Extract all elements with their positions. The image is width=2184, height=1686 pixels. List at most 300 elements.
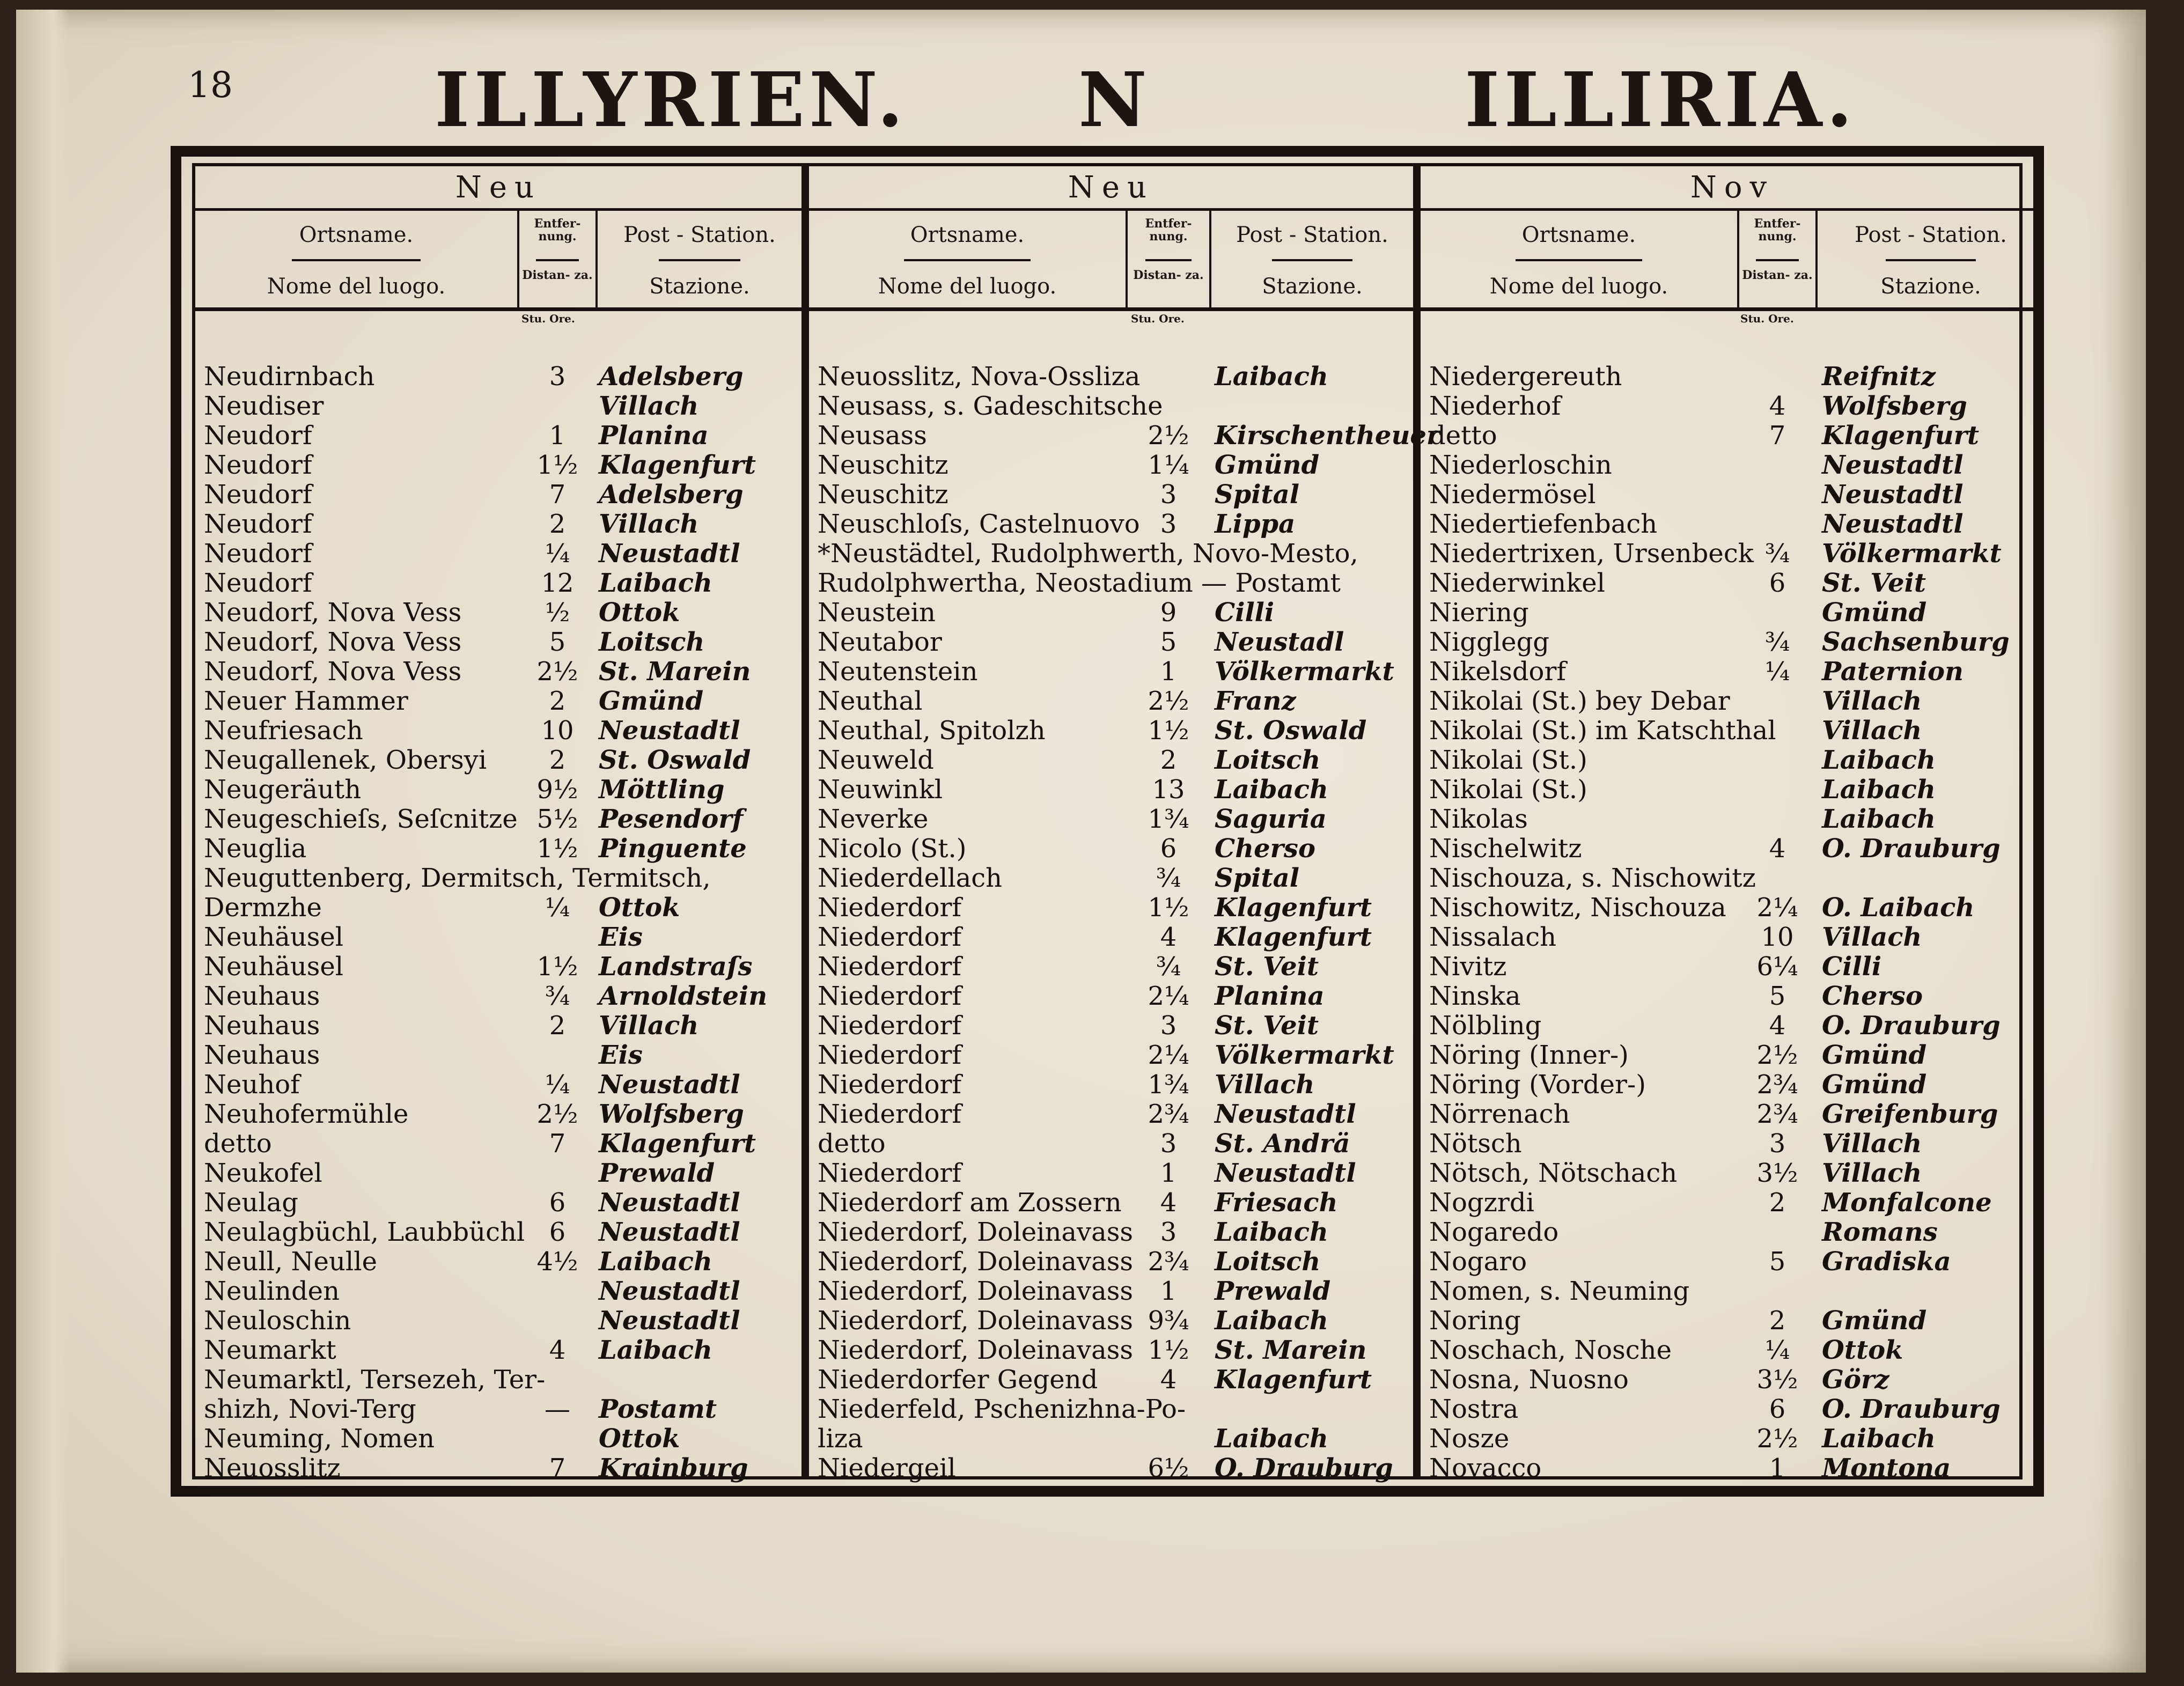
- name-header: [1421, 211, 1737, 307]
- station-header-it: Stazione.: [1880, 274, 1981, 299]
- table-row: [809, 1159, 1413, 1188]
- distance-value: 2: [1160, 745, 1177, 775]
- post-station: Gmünd: [1822, 598, 1927, 628]
- post-station: Neustadtl: [599, 1306, 740, 1336]
- table-row: [1421, 864, 2044, 893]
- distance-header-it: Distan- za.: [1133, 268, 1204, 282]
- place-name: Neudirnbach: [204, 362, 375, 392]
- section-letter: N: [1078, 56, 1151, 144]
- post-station: Neustadtl: [599, 1276, 740, 1306]
- table-row: [195, 1188, 801, 1218]
- post-station: Gmünd: [599, 686, 704, 716]
- table-row: [809, 480, 1413, 510]
- distance-value: ¾: [1764, 627, 1790, 657]
- place-name: Nikolai (St.): [1429, 775, 1587, 805]
- place-name: Nörrenach: [1429, 1099, 1570, 1129]
- distance-value: 2¾: [1756, 1070, 1798, 1100]
- post-station: Laibach: [599, 568, 712, 598]
- distance-value: 10: [541, 716, 574, 746]
- place-name: Neuhäusel: [204, 952, 344, 982]
- table-row: [1421, 392, 2044, 421]
- place-name: Neuthal: [818, 686, 923, 716]
- table-row: [809, 834, 1413, 864]
- distance-value: ¾: [1156, 952, 1181, 982]
- table-row: [809, 1247, 1413, 1277]
- distance-value: 4: [549, 1335, 566, 1365]
- place-name: Neudorf: [204, 450, 312, 480]
- table-row: [1421, 1454, 2044, 1483]
- distance-value: 4: [1160, 922, 1177, 952]
- post-station: Saguria: [1215, 804, 1327, 834]
- post-station: Villach: [1822, 922, 1922, 952]
- place-name: Nötsch: [1429, 1129, 1522, 1159]
- place-name: Neuosslitz: [204, 1453, 341, 1483]
- post-station: Wolfsberg: [1822, 391, 1967, 421]
- post-station: Gmünd: [1822, 1070, 1927, 1100]
- post-station: Laibach: [1822, 745, 1936, 775]
- post-station: Gradiska: [1822, 1247, 1951, 1277]
- post-station: Neustadtl: [599, 539, 740, 569]
- name-header-de: Ortsname.: [910, 223, 1025, 247]
- post-station: St. Oswald: [1215, 716, 1367, 746]
- post-station: Klagenfurt: [1215, 1365, 1372, 1395]
- place-name: Niederdorf, Doleinavass: [818, 1306, 1133, 1336]
- station-header-it: Stazione.: [649, 274, 750, 299]
- distance-value: 6½: [1148, 1453, 1189, 1483]
- name-header: [809, 211, 1126, 307]
- place-name: Niederdorf: [818, 952, 962, 982]
- post-station: Laibach: [1215, 1306, 1328, 1336]
- place-name: Neusass, s. Gadeschitsche: [818, 391, 1163, 421]
- distance-value: 1½: [1148, 1335, 1189, 1365]
- post-station: O. Drauburg: [1215, 1453, 1393, 1483]
- place-name: Nikolai (St.): [1429, 745, 1587, 775]
- place-name: detto: [818, 1129, 886, 1159]
- distance-value: 9: [1160, 598, 1177, 628]
- distance-value: 2½: [536, 657, 578, 687]
- post-station: Klagenfurt: [1822, 421, 1980, 451]
- place-name: Niederdorf, Doleinavass: [818, 1217, 1133, 1247]
- table-row: [1421, 834, 2044, 864]
- post-station: Loitsch: [1215, 1247, 1321, 1277]
- post-station: St. Marein: [1215, 1335, 1367, 1365]
- distance-value: ¼: [545, 893, 570, 923]
- place-name: Nostra: [1429, 1394, 1519, 1424]
- table-row: [809, 864, 1413, 893]
- place-name: Nosna, Nuosno: [1429, 1365, 1629, 1395]
- place-name: liza: [818, 1424, 863, 1454]
- distance-value: 4: [1769, 834, 1786, 864]
- place-name: Nissalach: [1429, 922, 1556, 952]
- post-station: Laibach: [1215, 1217, 1328, 1247]
- place-name: Niederdorf: [818, 922, 962, 952]
- distance-value: 9¾: [1148, 1306, 1189, 1336]
- place-name: Niering: [1429, 598, 1529, 628]
- place-name: Niederdorf: [818, 1099, 962, 1129]
- distance-value: 4: [1769, 1011, 1786, 1041]
- place-name: Neudorf: [204, 421, 312, 451]
- distance-value: ¼: [1764, 657, 1790, 687]
- place-name: Niederdorf, Doleinavass: [818, 1276, 1133, 1306]
- post-station: Villach: [599, 1011, 699, 1041]
- place-name: Nötsch, Nötschach: [1429, 1158, 1678, 1188]
- table-row: [1421, 1100, 2044, 1129]
- table-row: [1421, 1159, 2044, 1188]
- place-name: Neudorf: [204, 480, 312, 510]
- post-station: Paternion: [1822, 657, 1964, 687]
- table-row: [1421, 1336, 2044, 1365]
- post-station: Völkermarkt: [1215, 1040, 1394, 1070]
- post-station: Prewald: [599, 1158, 715, 1188]
- table-row: [809, 746, 1413, 775]
- distance-value: 2: [549, 1011, 566, 1041]
- table-row: [1421, 569, 2044, 598]
- table-row: [1421, 805, 2044, 834]
- table-row: [809, 628, 1413, 657]
- table-column-3: [1413, 166, 2044, 1483]
- post-station: Laibach: [1215, 775, 1328, 805]
- distance-value: 2¼: [1756, 893, 1798, 923]
- header-rule: [659, 259, 740, 261]
- post-station: Romans: [1822, 1217, 1938, 1247]
- distance-value: 4: [1160, 1365, 1177, 1395]
- distance-value: 2: [549, 509, 566, 539]
- post-station: Wolfsberg: [599, 1099, 744, 1129]
- table-row: [809, 421, 1440, 451]
- distance-value: 7: [549, 1129, 566, 1159]
- table-row: [195, 480, 801, 510]
- distance-value: ¾: [545, 981, 570, 1011]
- post-station: Villach: [1822, 1158, 1922, 1188]
- place-name: Nöring (Inner-): [1429, 1040, 1629, 1070]
- distance-value: 2¼: [1148, 981, 1189, 1011]
- post-station: St. Andrä: [1215, 1129, 1350, 1159]
- place-name: Neuschitz: [818, 450, 948, 480]
- table-row: [809, 1070, 1413, 1100]
- place-name: Niederloschin: [1429, 450, 1612, 480]
- distance-value: 3½: [1756, 1158, 1798, 1188]
- distance-value: 1½: [1148, 716, 1189, 746]
- post-station: Laibach: [599, 1335, 712, 1365]
- post-station: Neustadtl: [599, 1070, 740, 1100]
- place-name: Nogaro: [1429, 1247, 1527, 1277]
- table-row: [1421, 923, 2044, 952]
- place-name: Niederdorf am Zossern: [818, 1188, 1122, 1218]
- distance-value: 5: [549, 627, 566, 657]
- name-header-de: Ortsname.: [299, 223, 414, 247]
- post-station: Cherso: [1822, 981, 1923, 1011]
- distance-value: 2: [1769, 1306, 1786, 1336]
- distance-header-it: Distan- za.: [522, 268, 593, 282]
- table-row: [195, 1306, 801, 1336]
- table-row: [195, 451, 801, 480]
- place-name: Neverke: [818, 804, 929, 834]
- place-name: Niederdellach: [818, 863, 1003, 893]
- distance-value: 2: [549, 745, 566, 775]
- table-row: [1421, 1011, 2044, 1041]
- header-rule: [904, 259, 1031, 261]
- distance-header: [517, 211, 598, 307]
- place-name: Novacco: [1429, 1453, 1542, 1483]
- column-letter-header: Neu: [195, 166, 801, 211]
- station-header: [598, 211, 801, 307]
- table-row: [195, 1336, 801, 1365]
- distance-value: 3: [1160, 1011, 1177, 1041]
- post-station: O. Drauburg: [1822, 834, 2001, 864]
- place-name: Rudolphwertha, Neostadium — Postamt: [818, 568, 1341, 598]
- name-header-it: Nome del luogo.: [267, 274, 446, 299]
- place-name: *Neustädtel, Rudolphwerth, Novo-Mesto,: [818, 539, 1358, 569]
- table-row: [809, 982, 1413, 1011]
- distance-value: 5: [1769, 1247, 1786, 1277]
- distance-value: 1½: [536, 450, 578, 480]
- table-row: [195, 805, 801, 834]
- post-station: Pesendorf: [599, 804, 744, 834]
- title-italian: ILLIRIA.: [1465, 56, 1857, 144]
- table-row: [195, 1454, 801, 1483]
- table-row: [1421, 716, 2044, 746]
- place-name: Neuglia: [204, 834, 307, 864]
- place-name: Neuweld: [818, 745, 934, 775]
- table-row: [1421, 1365, 2044, 1395]
- distance-value: 1¾: [1148, 1070, 1189, 1100]
- table-row: [1421, 982, 2044, 1011]
- table-row: [195, 539, 801, 569]
- post-station: Franz: [1215, 686, 1296, 716]
- distance-value: 1¼: [1148, 450, 1189, 480]
- entry-list: [1421, 362, 2044, 1483]
- table-row: [1421, 480, 2044, 510]
- table-row: [809, 1218, 1413, 1247]
- table-row: [195, 510, 801, 539]
- place-name: Neumarkt: [204, 1335, 336, 1365]
- place-name: Neugeschieſs, Seſcnitze: [204, 804, 518, 834]
- place-name: Neugallenek, Obersyi: [204, 745, 487, 775]
- distance-value: ¼: [1764, 1335, 1790, 1365]
- post-station: Neustadtl: [599, 1188, 740, 1218]
- table-column-1: [195, 166, 801, 1483]
- table-row: [1421, 1247, 2044, 1277]
- table-row: [1421, 657, 2044, 687]
- distance-value: 4: [1160, 1188, 1177, 1218]
- name-header-de: Ortsname.: [1521, 223, 1636, 247]
- place-name: Niederdorf: [818, 1040, 962, 1070]
- distance-value: ¾: [1764, 539, 1790, 569]
- table-row: [1421, 893, 2044, 923]
- header-rule: [1886, 259, 1976, 261]
- distance-value: 1¾: [1148, 804, 1189, 834]
- unit-label: Stu. Ore.: [521, 312, 575, 325]
- distance-value: —: [545, 1394, 570, 1424]
- table-row: [195, 1041, 801, 1070]
- place-name: detto: [204, 1129, 272, 1159]
- distance-value: 2: [549, 686, 566, 716]
- table-row: [809, 805, 1413, 834]
- table-row: [1421, 952, 2044, 982]
- post-station: Montona: [1822, 1453, 1951, 1483]
- post-station: Spital: [1215, 480, 1299, 510]
- place-name: Neutenstein: [818, 657, 978, 687]
- distance-value: 1½: [536, 952, 578, 982]
- table-row: [809, 1454, 1413, 1483]
- place-name: Nischelwitz: [1429, 834, 1582, 864]
- distance-value: 2¾: [1756, 1099, 1798, 1129]
- table-row: [1421, 687, 2044, 716]
- post-station: Postamt: [599, 1394, 717, 1424]
- distance-value: 3: [1160, 480, 1177, 510]
- distance-value: 2½: [1148, 686, 1189, 716]
- post-station: Villach: [1822, 1129, 1922, 1159]
- post-station: St. Veit: [1822, 568, 1926, 598]
- table-row: [195, 657, 801, 687]
- post-station: Arnoldstein: [599, 981, 768, 1011]
- table-row: [809, 1129, 1413, 1159]
- table-row: [1421, 510, 2044, 539]
- distance-value: 10: [1761, 922, 1794, 952]
- post-station: Kirschentheuer: [1215, 421, 1440, 451]
- post-station: Klagenfurt: [599, 450, 756, 480]
- distance-header-de: Entfer- nung.: [1754, 217, 1801, 244]
- distance-value: 3: [1160, 1217, 1177, 1247]
- place-name: Neugeräuth: [204, 775, 362, 805]
- place-name: Neuming, Nomen: [204, 1424, 435, 1454]
- table-row: [1421, 1188, 2044, 1218]
- post-station: Krainburg: [599, 1453, 748, 1483]
- table-row: [1421, 1395, 2044, 1424]
- post-station: Villach: [1822, 716, 1922, 746]
- place-name: Neudorf, Nova Vess: [204, 657, 462, 687]
- place-name: Nogzrdi: [1429, 1188, 1534, 1218]
- table-row: [195, 1277, 801, 1306]
- post-station: Cherso: [1215, 834, 1315, 864]
- distance-value: 7: [549, 1453, 566, 1483]
- table-row: [809, 362, 1413, 392]
- distance-value: 1½: [536, 834, 578, 864]
- distance-value: 2½: [1756, 1040, 1798, 1070]
- table-row: [809, 1336, 1413, 1365]
- station-header-de: Post - Station.: [1236, 223, 1388, 247]
- table-row: [195, 628, 801, 657]
- post-station: Spital: [1215, 863, 1299, 893]
- post-station: O. Laibach: [1822, 893, 1975, 923]
- table-row: [1421, 746, 2044, 775]
- station-header-it: Stazione.: [1262, 274, 1363, 299]
- post-station: Neustadtl: [1215, 1158, 1356, 1188]
- column-letter-header: Neu: [809, 166, 1413, 211]
- post-station: Laibach: [1822, 804, 1936, 834]
- post-station: St. Oswald: [599, 745, 751, 775]
- table-row: [1421, 1424, 2044, 1454]
- distance-header-de: Entfer- nung.: [534, 217, 581, 244]
- station-header: [1211, 211, 1413, 307]
- place-name: Nikolai (St.) bey Debar: [1429, 686, 1730, 716]
- name-header: [195, 211, 517, 307]
- post-station: Klagenfurt: [1215, 922, 1372, 952]
- post-station: Eis: [599, 922, 643, 952]
- header-rule: [292, 259, 421, 261]
- unit-label: Stu. Ore.: [1740, 312, 1794, 325]
- place-name: Niederfeld, Pschenizhna-Po-: [818, 1394, 1186, 1424]
- distance-value: 2¾: [1148, 1099, 1189, 1129]
- table-row: [1421, 598, 2044, 628]
- place-name: Nikolas: [1429, 804, 1528, 834]
- post-station: Klagenfurt: [599, 1129, 756, 1159]
- distance-value: 12: [541, 568, 574, 598]
- table-row: [809, 1011, 1413, 1041]
- place-name: Nosze: [1429, 1424, 1510, 1454]
- post-station: Villach: [1215, 1070, 1315, 1100]
- place-name: Nicolo (St.): [818, 834, 967, 864]
- distance-value: 1: [1160, 1276, 1177, 1306]
- table-column-2: [801, 166, 1440, 1483]
- table-row: [195, 893, 801, 923]
- place-name: Nölbling: [1429, 1011, 1542, 1041]
- post-station: Gmünd: [1822, 1306, 1927, 1336]
- post-station: Planina: [1215, 981, 1325, 1011]
- distance-value: ½: [545, 598, 570, 628]
- distance-value: 6: [1160, 834, 1177, 864]
- table-row: [195, 864, 801, 893]
- table-row: [809, 1100, 1413, 1129]
- entry-list: [809, 362, 1440, 1483]
- place-name: Niedertiefenbach: [1429, 509, 1658, 539]
- post-station: Loitsch: [1215, 745, 1321, 775]
- post-station: Neustadtl: [1215, 1099, 1356, 1129]
- table-row: [195, 1070, 801, 1100]
- post-station: Reifnitz: [1822, 362, 1936, 392]
- place-name: Neuwinkl: [818, 775, 943, 805]
- distance-value: 2¾: [1148, 1247, 1189, 1277]
- place-name: Nischowitz, Nischouza: [1429, 893, 1726, 923]
- table-row: [195, 834, 801, 864]
- post-station: O. Drauburg: [1822, 1011, 2001, 1041]
- place-name: Neustein: [818, 598, 936, 628]
- table-row: [809, 1306, 1413, 1336]
- table-row: [195, 421, 801, 451]
- page-number: 18: [188, 64, 233, 106]
- post-station: Laibach: [1215, 1424, 1328, 1454]
- table-row: [195, 923, 801, 952]
- place-name: Neulinden: [204, 1276, 340, 1306]
- table-row: [195, 1247, 801, 1277]
- post-station: Möttling: [599, 775, 725, 805]
- post-station: Völkermarkt: [1215, 657, 1394, 687]
- column-subheader: [809, 211, 1413, 311]
- post-station: Ottok: [599, 893, 680, 923]
- page-binding-edge: [16, 10, 70, 1673]
- place-name: Niederdorf: [818, 981, 962, 1011]
- distance-value: 7: [1769, 421, 1786, 451]
- place-name: Neukofel: [204, 1158, 322, 1188]
- post-station: Friesach: [1215, 1188, 1338, 1218]
- distance-value: 3: [1769, 1129, 1786, 1159]
- distance-value: 1: [549, 421, 566, 451]
- post-station: Gmünd: [1215, 450, 1320, 480]
- distance-value: 7: [549, 480, 566, 510]
- place-name: Nikelsdorf: [1429, 657, 1567, 687]
- header-rule: [1516, 259, 1642, 261]
- place-name: Niedergeil: [818, 1453, 956, 1483]
- distance-value: 4½: [536, 1247, 578, 1277]
- table-row: [195, 1011, 801, 1041]
- post-station: Neustadtl: [599, 716, 740, 746]
- place-name: Neudorf: [204, 539, 312, 569]
- post-station: Villach: [599, 391, 699, 421]
- place-name: Niederwinkel: [1429, 568, 1606, 598]
- table-row: [195, 1365, 801, 1395]
- table-row: [1421, 1041, 2044, 1070]
- table-row: [1421, 775, 2044, 805]
